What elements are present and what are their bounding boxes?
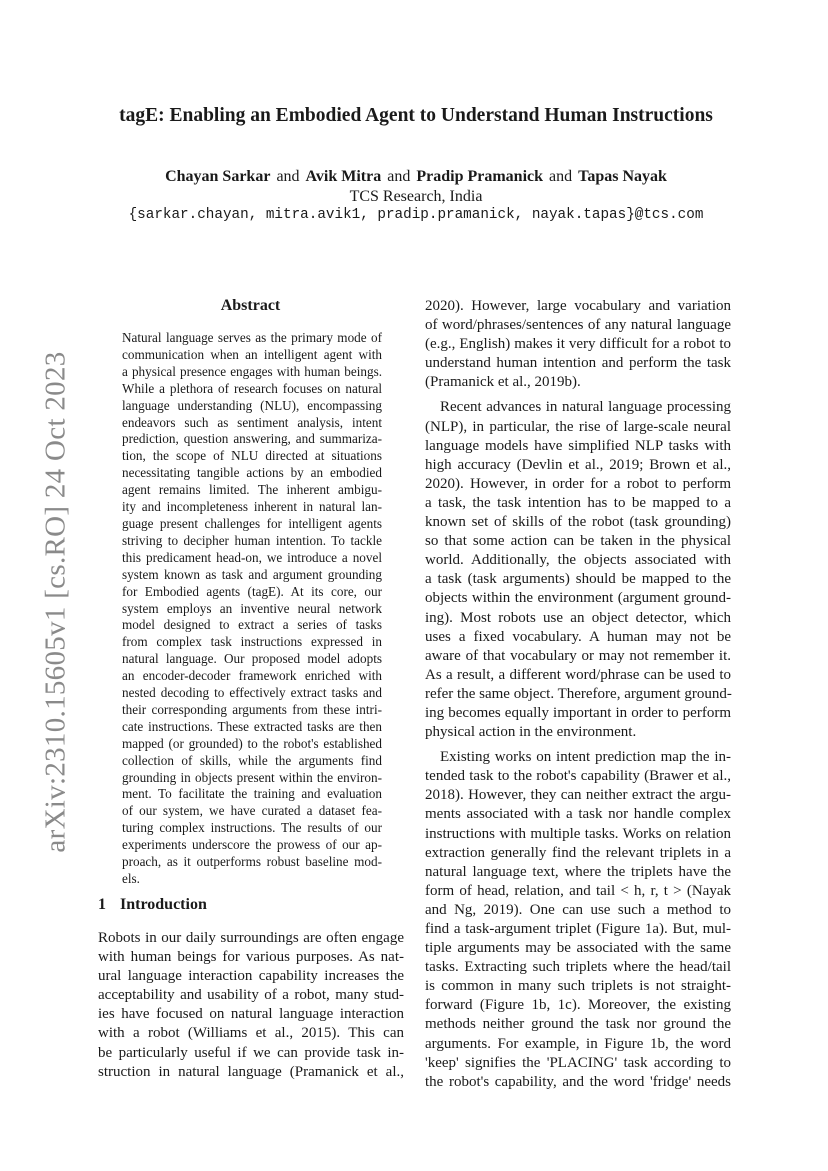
text-line: nested decoding to effectively extract tasks and — [122, 685, 382, 701]
text-line: Robots in our daily surroundings are often engage — [98, 930, 404, 946]
author-name: Pradip Pramanick — [416, 168, 544, 185]
text-line: methods neither ground the task nor ground the — [425, 1016, 731, 1033]
text-line: from complex task instructions expressed in — [122, 634, 382, 650]
text-line: for Embodied agents (tagE). At its core, our — [122, 583, 382, 599]
section-number: 1 — [98, 896, 106, 913]
text-line: of word/phrases/sentences of any natural language — [425, 317, 731, 334]
text-line: so that some action can be taken in the physical — [425, 533, 731, 550]
text-line: this predicament head-on, we introduce a novel — [122, 549, 382, 565]
text-line: experiments underscore the prowess of our ap- — [122, 837, 382, 853]
text-line: world. Additionally, the objects associated with — [425, 552, 731, 569]
text-line: natural language. Our proposed model adopts — [122, 651, 382, 667]
text-line: ing). Most robots use an object detector, which — [425, 609, 731, 626]
text-line: (NLP), in particular, the rise of large-scale neural — [425, 418, 731, 435]
text-line: striving to decipher human intention. To tackle — [122, 532, 382, 548]
text-line: proach, as it outperforms robust baseline mod- — [122, 854, 382, 870]
text-line: ural language interaction capability increases the — [98, 968, 404, 985]
text-line: tended task to the robot's capability (Brawer et al., — [425, 768, 731, 785]
text-line: mapped (or grounded) to the robot's established — [122, 735, 382, 751]
author-name: Tapas Nayak — [578, 168, 667, 185]
arxiv-identifier: arXiv:2310.15605v1 [cs.RO] 24 Oct 2023 — [39, 351, 72, 853]
text-line: ies have focused on natural language interaction — [98, 1006, 404, 1023]
text-line: (e.g., English) makes it very difficult for a robot to — [425, 336, 731, 353]
text-line: extraction generally find the relevant triplets in a — [425, 844, 731, 861]
text-line: is common in many such triplets is not straight- — [425, 978, 731, 995]
text-line: an encoder-decoder framework enriched with — [122, 668, 382, 684]
paragraph — [425, 297, 731, 392]
text-line: prediction, question answering, and summariza- — [122, 431, 382, 447]
text-line: uses a fixed vocabulary. A human may not be — [425, 628, 731, 645]
text-line: a task, the task intention has to be mapped to a — [425, 494, 731, 511]
introduction-body-left — [98, 929, 404, 1082]
author-separator: and — [387, 168, 411, 185]
text-line: instructions with multiple tasks. Works on relation — [425, 825, 731, 842]
text-line: Recent advances in natural language processing — [440, 399, 731, 416]
text-line: with a robot (Williams et al., 2015). This can — [98, 1025, 404, 1042]
text-line: agent remains limited. The inherent ambigu- — [122, 482, 382, 498]
text-line: language models have simplified NLP tasks with — [425, 437, 731, 454]
text-line: turing complex instructions. The results of our — [122, 820, 382, 836]
author-emails: {sarkar.chayan, mitra.avik1, pradip.pramanick, nayak.tapas}@tcs.com — [128, 207, 704, 223]
abstract-body — [122, 330, 382, 888]
text-line: forward (Figure 1b, 1c). Moreover, the existing — [425, 997, 731, 1014]
text-line: acceptability and usability of a robot, many stud- — [98, 987, 404, 1004]
text-line: Existing works on intent prediction map the in- — [440, 749, 731, 766]
text-line: refer the same object. Therefore, argument ground- — [425, 685, 732, 702]
text-line: ing becomes equally important in order to perform — [425, 704, 731, 721]
text-line: of our system, we have curated a dataset fea- — [122, 803, 382, 819]
text-line: form of head, relation, and tail < h, r, t > (Nayak — [425, 882, 731, 899]
text-line: the robot's capability, and the word 'fridge' needs — [425, 1073, 731, 1090]
text-line: aware of that vocabulary or may not remember it. — [425, 647, 731, 664]
author-affiliation: TCS Research, India — [349, 188, 483, 205]
text-line: a physical presence engages with human beings. — [122, 363, 382, 379]
paragraph — [425, 748, 731, 1092]
text-line: communication when an intelligent agent with — [122, 346, 382, 362]
text-line: struction in natural language (Pramanick et al., — [98, 1063, 404, 1080]
text-line: tasks. Extracting such triplets where the head/tail — [425, 959, 731, 976]
author-name: Chayan Sarkar — [165, 168, 271, 185]
text-line: 2018). However, they can neither extract the argu- — [425, 787, 731, 804]
text-line: be particularly useful if we can provide task in- — [98, 1044, 404, 1061]
text-line: physical action in the environment. — [425, 724, 637, 741]
text-line: system employs an inventive neural network — [122, 600, 382, 616]
paper-title: tagE: Enabling an Embodied Agent to Understand Human Instructions — [119, 105, 713, 126]
paragraph — [425, 398, 731, 742]
text-line: While a plethora of research focuses on natural — [122, 380, 382, 396]
text-line: natural language text, where the triplets have the — [425, 863, 731, 880]
text-line: tion, the scope of NLU directed at situations — [122, 448, 382, 464]
text-line: arguments. For example, in Figure 1b, the word — [425, 1035, 731, 1052]
text-line: their corresponding arguments from these intri- — [122, 701, 382, 717]
author-name: Avik Mitra — [305, 168, 382, 185]
text-line: ity and incompleteness inherent in natural lan- — [122, 499, 382, 515]
text-line: ment. To facilitate the training and evaluation — [122, 786, 382, 802]
text-line: 2020). However, in order for a robot to perform — [425, 475, 731, 492]
text-line: necessitating tangible actions by an embodied — [122, 465, 382, 481]
text-line: system known as task and argument grounding — [122, 566, 382, 582]
text-line: known set of skills of the robot (task grounding) — [425, 514, 731, 531]
abstract-heading: Abstract — [220, 297, 281, 314]
section-heading-introduction — [98, 896, 207, 914]
text-line: find a task-argument triplet (Figure 1a). But, mul- — [425, 921, 731, 937]
text-line: 2020). However, large vocabulary and variation — [425, 298, 731, 314]
text-line: a task (task arguments) should be mapped to the — [425, 571, 731, 588]
text-line: ments associated with a task nor handle complex — [425, 806, 731, 823]
text-line: language understanding (NLU), encompassing — [122, 397, 382, 413]
text-line: grounding in objects present within the environ- — [122, 769, 382, 785]
text-line: collection of skills, while the arguments find — [122, 752, 382, 768]
section-title: Introduction — [120, 896, 207, 913]
text-line: endeavors such as sentiment analysis, intent — [122, 414, 382, 430]
text-line: Natural language serves as the primary mode of — [122, 330, 382, 345]
text-line: objects within the environment (argument ground- — [425, 590, 731, 607]
text-line: tiple arguments may be associated with the same — [425, 940, 731, 957]
text-line: and Ng, 2019). One can use such a method to — [425, 901, 731, 918]
author-list — [70, 168, 762, 186]
text-line: understand human intention and perform the task — [425, 355, 731, 372]
text-line: cate instructions. These extracted tasks are then — [122, 718, 382, 734]
text-line: As a result, a different word/phrase can be used to — [425, 666, 731, 683]
author-separator: and — [549, 168, 573, 185]
text-line: 'keep' signifies the 'PLACING' task according to — [425, 1054, 731, 1071]
text-line: with human beings for various purposes. As nat- — [98, 949, 404, 966]
text-line: model designed to extract a series of tasks — [122, 617, 382, 633]
introduction-body-right — [425, 297, 731, 1092]
text-line: els. — [122, 871, 140, 886]
text-line: high accuracy (Devlin et al., 2019; Brown et al., — [425, 456, 731, 473]
author-separator: and — [276, 168, 300, 185]
text-line: guage present challenges for intelligent agents — [122, 515, 382, 531]
text-line: (Pramanick et al., 2019b). — [425, 374, 581, 391]
